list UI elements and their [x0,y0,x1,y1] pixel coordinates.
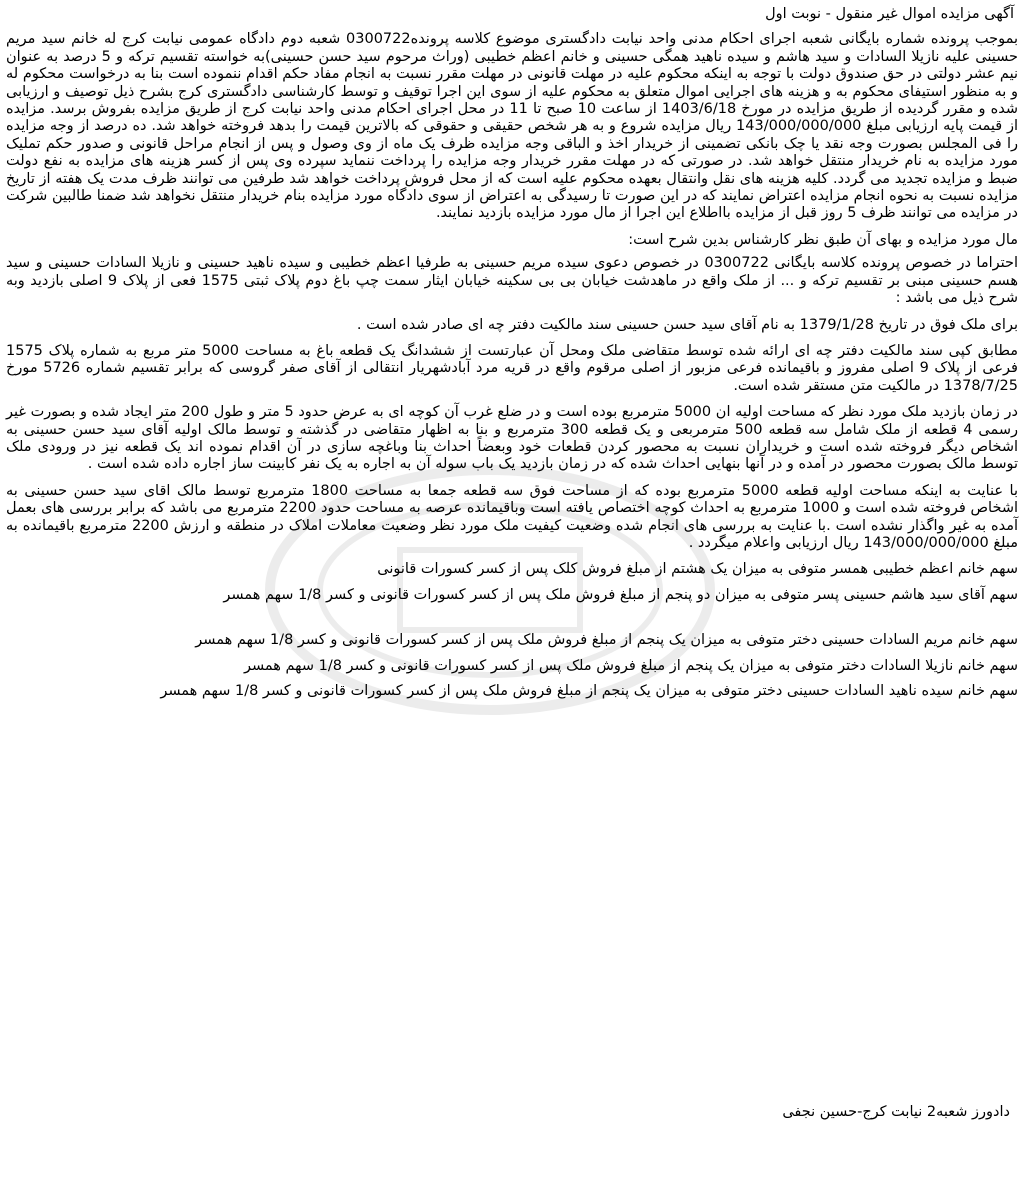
heir-share: سهم آقای سید هاشم حسینی پسر متوفی به میزان دو پنجم از مبلغ فروش ملک پس از کسر کسورات قانونی و کسر 1/8 سهم همسر [223,586,1018,603]
expert-report-paragraph: احتراما در خصوص پرونده کلاسه بایگانی 0300722 در خصوص دعوی سیده مریم حسینی به طرفیا اعظم خطیبی و سیده ناهید حسینی و نازیلا السادات حسینی و سید هسم حسینی مبنی بر تقسیم ترکه و ... از ملک واقع در ماهدشت خیابان بی بی سکینه خیابان ایثار سمت چپ باغ دوم پلاک ثبتی 1575 فعی از پلاک 9 اصلی بازدید وبه شرح ذیل می باشد : [6,255,1018,307]
expert-report-paragraph: با عنایت به اینکه مساحت اولیه قطعه 5000 مترمربع بوده که از مساحت فوق سه قطعه جمعا به مساحت 1800 مترمربع توسط مالک اقای سید حسن حسینی به اشخاص فروخته شده است و 1000 مترمربع به احداث کوچه اختصاص یافته است وباقیمانده عرصه به مساحت حدود 2200 مترمربع می باشد که برابر بررسی های بعمل آمده به غیر واگذار نشده است .با عنایت به بررسی های انجام شده وضعیت کیفیت ملک مورد نظر وضعیت معاملات املاک در منطقه و ارزش 2200 مترمربع باقیمانده به مبلغ 143/000/000/000 ریال ارزیابی واعلام میگردد . [6,482,1019,551]
heir-share: سهم خانم مریم السادات حسینی دختر متوفی به میزان یک پنجم از مبلغ فروش ملک پس از کسر کسورات قانونی و کسر 1/8 سهم همسر [195,632,1018,649]
property-heading: مال مورد مزایده و بهای آن طبق نظر کارشناس بدین شرح است: [628,231,1018,248]
signature-line: دادورز شعبه2 نیابت کرج-حسین نجفی [782,1104,1010,1120]
heir-share: سهم خانم نازیلا السادات دختر متوفی به میزان یک پنجم از مبلغ فروش ملک پس از کسر کسورات قانونی و کسر 1/8 سهم همسر [243,657,1018,674]
notice-intro: بموجب پرونده شماره بایگانی شعبه اجرای احکام مدنی واحد نیابت دادگستری موضوع کلاسه پرونده0300722 شعبه دوم دادگاه عمومی نیابت کرج له خانم سید مریم حسینی علیه نازیلا السادات و سید هاشم و سیده ناهید همگی حسینی و خانم اعظم خطیبی (وراث مرحوم سید حسن حسینی)به خواسته تقسیم ترکه و 5 درصد به عنوان نیم عشر دولتی در حق صندوق دولت با توجه به اینکه محکوم علیه در مهلت قانونی در مهلت مقرر نسبت به انجام مفاد حکم اقدام ننموده است بنا به درخواست محکوم له و به منظور استیفای محکوم به و هزینه های اجرایی اموال متعلق به محکوم علیه از سوی این اجرا توقیف و توسط کارشناسی دادگستری کرج بشرح ذیل توصیف و ارزیابی شده و مقرر گردیده از طریق مزایده در مورخ 1403/6/18 از ساعت 10 صبح تا 11 در محل اجرای احکام مدنی واحد نیابت کرج از طریق مزایده بفروش برسد. مزایده از قیمت پایه ارزیابی مبلغ 143/000/000/000 ریال مزایده شروع و به هر شخص حقیقی و حقوقی که بالاترین قیمت را بدهد فروخته خواهد شد. ده درصد از وجه مزایده را فی المجلس بصورت وجه نقد یا چک بانکی تضمینی از خریدار اخذ و الباقی وجه مزایده ظرف یک ماه از وی وصول و پس از انجام مراحل قانونی و صدور حکم تملیک مورد مزایده به نام خریدار منتقل خواهد شد. در صورتی که در مهلت مقرر خریدار وجه مزایده را پرداخت ننماید سپرده وی پس از کسر هزینه های مزایده به نفع دولت ضبط و مزایده تجدید می گردد. کلیه هزینه های نقل وانتقال بعهده محکوم علیه است که از محل فروش پرداخت خواهد شد طرفین می توانند ظرف مدت یک هفته از تاریخ مزایده نسبت به نحوه انجام مزایده اعتراض نمایند که در این صورت تا رسیدگی به اعتراض از سوی دادگاه مورد مزایده بنام خریدار منتقل نخواهد شد ضمنا طالبین شرکت در مزایده می توانند ظرف 5 روز قبل از مزایده بااطلاع این اجرا از مال مورد مزایده بازدید نمایند. [6,31,1018,222]
expert-report-paragraph: در زمان بازدید ملک مورد نظر که مساحت اولیه ان 5000 مترمربع بوده است و در ضلع غرب آن کوچه ای به عرض حدود 5 متر و طول 200 متر ایجاد شده و بصورت غیر رسمی 4 قطعه از ملک شامل سه قطعه 500 مترمربعی و یک قطعه 300 مترمربع و بنا به اظهار متقاضی در گذشته و توسط مالک اولیه آقای سید حسن حسینی به اشخاص دیگر فروخته شده است و خریداران نسبت به محصور کردن قطعات خود وبعضاً احداث بنا وباغچه سازی در آن اقدام نموده اند یک قطعه نیز در ورودی ملک توسط مالک بصورت محصور در آمده و در آنها بنهایی احداث شده که در زمان بازدید یک باب سوله آن به اجاره به یک نفر کابینت ساز اجاره داده شده است . [6,404,1018,473]
heir-share: سهم خانم اعظم خطیبی همسر متوفی به میزان یک هشتم از مبلغ فروش کلک پس از کسر کسورات قانونی [377,561,1018,578]
notice-document [6,6,1018,708]
expert-report-paragraph: مطابق کپی سند مالکیت دفتر چه ای ارائه شده توسط متقاضی ملک ومحل آن عبارتست از ششدانگ یک قطعه باغ به مساحت 5000 متر مربع به شماره پلاک 1575 فرعی از پلاک 9 اصلی مفروز و باقیمانده فرعی مزبور از اصلی مرقوم واقع در قریه مرد آبادشهریار انتقالی از آقای صفر گروسی که برابر تقسیم شماره 5726 مورخ 1378/7/25 در مالکیت متن مستقر شده است. [6,342,1018,394]
heir-share: سهم خانم سیده ناهید السادات حسینی دختر متوفی به میزان یک پنجم از مبلغ فروش ملک پس از کسر کسورات قانونی و کسر 1/8 سهم همسر [160,683,1018,699]
expert-report-paragraph: برای ملک فوق در تاریخ 1379/1/28 به نام آقای سید حسن حسینی سند مالکیت دفتر چه ای صادر شده است . [356,316,1018,333]
notice-title: آگهی مزایده اموال غیر منقول - نوبت اول [765,6,1014,22]
